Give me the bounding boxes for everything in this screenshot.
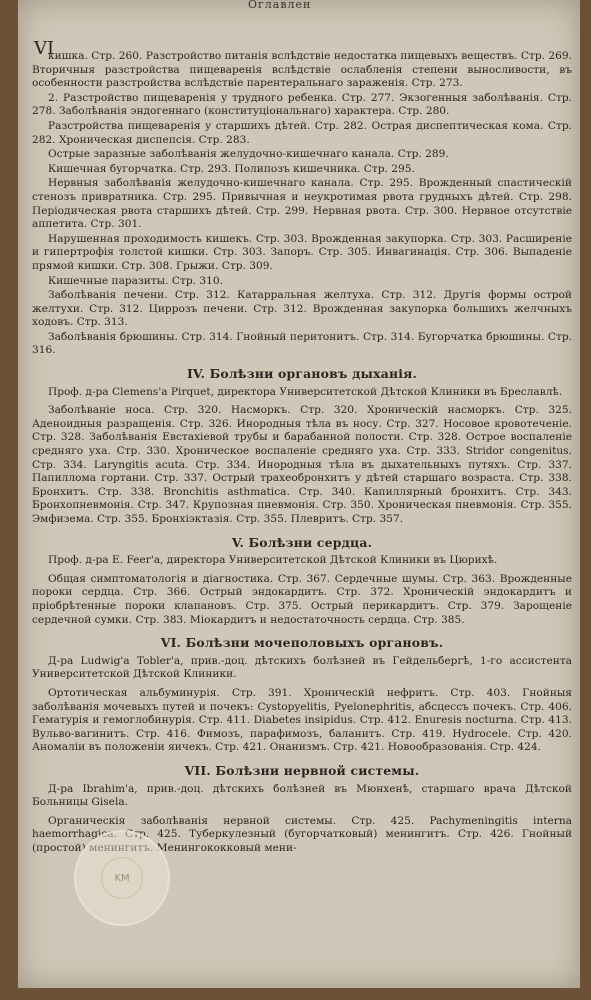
section-title: VII. Болѣзни нервной системы. [184,762,420,778]
toc-paragraph: Ортотическая альбуминурія. Стр. 391. Хроническій нефритъ. Стр. 403. Гнойныя заболѣванія мочевыхъ путей и почекъ: Cystopyelitis, Pyelonephritis, абсцессъ почекъ. Стр. 406. Гематурія и гемоглобинурія. Стр. 411. Diabetes insipidus. Стр. 412. Enuresis nocturna. Стр. 413. Вульво-вагинитъ. Стр. 416. Фимозъ, парафимозъ, баланитъ. Стр. 419. Hydrocele. Стр. 420. Аномаліи въ положеніи яичекъ. Стр. 421. Онанизмъ. Стр. 421. Новообразованія. Стр. 424. [32,686,572,754]
toc-paragraph: Разстройства пищеваренія у старшихъ дѣтей. Стр. 282. Острая диспептическая кома. Стр. 282. Хроническая диспепсія. Стр. 283. [32,119,572,146]
toc-paragraph: Кишечные паразиты. Стр. 310. [48,274,223,287]
section-title: V. Болѣзни сердца. [231,534,373,550]
toc-section [32,536,572,628]
toc-paragraph: Органическія заболѣванія нервной системы. Стр. 425. Pachymeningitis interna haemorrhagica. Стр. 425. Туберкулезный (бугорчатковый) менингитъ. Стр. 426. Гнойный (простой) менингитъ. Менингококковый мени- [32,814,572,854]
toc-paragraph: кишка. Стр. 260. Разстройство питанія вслѣдствіе недостатка пищевыхъ веществъ. Стр. 269. Вторичныя разстройства пищеваренія вслѣдствіе ослабленія степени выносливости, въ особенности разстройства вслѣдствіе парентеральнаго зараженія. Стр. 273. [32,50,572,90]
book-page [18,0,580,988]
toc-paragraph: Заболѣваніе носа. Стр. 320. Насморкъ. Стр. 320. Хроническій насморкъ. Стр. 325. Аденоидныя разращенія. Стр. 326. Инородныя тѣла въ носу. Стр. 327. Носовое кровотеченіе. Стр. 328. Заболѣванія Евстахіевой трубы и барабанной полости. Стр. 328. Острое воспаленіе средняго уха. Стр. 330. Хроническое воспаленіе средняго уха. Стр. 333. Stridor congenitus. Стр. 334. Laryngitis acuta. Стр. 334. Инородныя тѣла въ дыхательныхъ путяхъ. Стр. 337. Папиллома гортани. Стр. 337. Острый трахеобронхитъ у дѣтей старшаго возраста. Стр. 338. Бронхитъ. Стр. 338. Bronchitis asthmatica. Стр. 340. Капиллярный бронхитъ. Стр. 343. Бронхопневмонія. Стр. 347. Крупозная пневмонія. Стр. 350. Хроническая пневмонія. Стр. 355. Эмфизема. Стр. 355. Бронхіэктазія. Стр. 355. Плевритъ. Стр. 357. [32,404,572,525]
sections-block [32,367,572,855]
table-of-contents [32,50,572,856]
toc-paragraph: Общая симптоматологія и діагностика. Стр. 367. Сердечные шумы. Стр. 363. Врожденные пороки сердца. Стр. 366. Острый эндокардитъ. Стр. 372. Хроническій эндокардитъ и пріобрѣтенные пороки клапановъ. Стр. 375. Острый перикардитъ. Стр. 379. Зарощеніе сердечной сумки. Стр. 383. Міокардитъ и недостаточность сердца. Стр. 385. [32,572,572,626]
toc-paragraph: Заболѣванія брюшины. Стр. 314. Гнойный перитонитъ. Стр. 314. Бугорчатка брюшины. Стр. 316. [32,330,572,357]
toc-paragraph: 2. Разстройство пищеваренія у трудного ребенка. Стр. 277. Экзогенныя заболѣванія. Стр. 278. Заболѣванія эндогеннаго (конституціональнаго) характера. Стр. 280. [32,91,572,118]
toc-paragraph: Острые заразные заболѣванія желудочно-кишечнаго канала. Стр. 289. [48,148,449,161]
toc-paragraph: Нарушенная проходимость кишекъ. Стр. 303. Врожденная закупорка. Стр. 303. Расширеніе и гипертрофія толстой кишки. Стр. 303. Запоръ. Стр. 305. Инвагинація. Стр. 306. Выпаденіе прямой кишки. Стр. 308. Грыжи. Стр. 309. [32,232,572,272]
library-stamp-logo [74,830,170,926]
section-author: Д-ра Ludwig'a Tobler'a, прив.-доц. дѣтскихъ болѣзней въ Гейдельбергѣ, 1-го ассистента Университетской Дѣтской Клиники. [32,654,572,681]
section-author: Проф. д-ра E. Feer'a, директора Университетской Дѣтской Клиники въ Цюрихѣ. [48,554,498,567]
toc-paragraph: Заболѣванія печени. Стр. 312. Катарральная желтуха. Стр. 312. Другія формы острой желтухи. Стр. 312. Циррозъ печени. Стр. 312. Врожденная закупорка большихъ желчныхъ ходовъ. Стр. 313. [32,289,572,329]
stamp-monogram-icon: KM [101,857,143,899]
toc-section [32,636,572,755]
page-number: VI [34,38,55,59]
intro-block [32,50,572,358]
section-author: Проф. д-ра Clemens'a Pirquet, директора Университетской Дѣтской Клиники въ Бреславлѣ. [48,385,563,398]
section-title: IV. Болѣзни органовъ дыханія. [186,366,418,382]
running-head: Оглавлен [248,0,312,11]
toc-paragraph: Нервныя заболѣванія желудочно-кишечнаго канала. Стр. 295. Врожденный спастическій стенозъ привратника. Стр. 295. Привычная и неукротимая рвота грудныхъ дѣтей. Стр. 298. Періодическая рвота старшихъ дѣтей. Стр. 299. Нервная рвота. Стр. 300. Нервное отсутствіе аппетита. Стр. 301. [32,177,572,231]
toc-section [32,367,572,527]
toc-paragraph: Кишечная бугорчатка. Стр. 293. Полипозъ кишечника. Стр. 295. [48,162,415,175]
section-title: VI. Болѣзни мочеполовыхъ органовъ. [160,635,444,651]
section-author: Д-ра Ibrahim'a, прив.-доц. дѣтскихъ болѣзней въ Мюнхенѣ, старшаго врача Дѣтской Больницы Gisela. [32,782,572,809]
